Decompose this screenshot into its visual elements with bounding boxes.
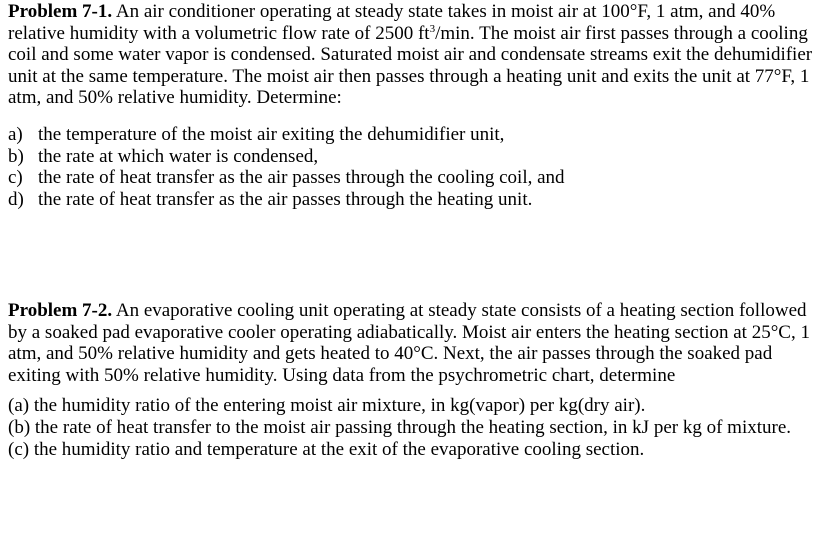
list-item: (a) the humidity ratio of the entering moist air mixture, in kg(vapor) per kg(dry air). <box>8 395 646 417</box>
list-marker: d) <box>8 188 24 210</box>
list-item-text: the rate at which water is condensed, <box>38 145 319 167</box>
list-item: (c) the humidity ratio and temperature at the exit of the evaporative cooling section. <box>8 438 645 460</box>
list-item: (b) the rate of heat transfer to the moist air passing through the heating section, in kJ per kg of mixture. <box>8 416 792 438</box>
superscript-3: 3 <box>429 22 436 35</box>
problem-7-1-label: Problem 7-1. <box>8 1 113 22</box>
list-item <box>8 124 819 146</box>
list-item <box>8 167 819 189</box>
list-marker: b) <box>8 145 24 167</box>
problem-7-1-questions <box>8 124 819 210</box>
problem-7-1-text-part2: /min. The moist air first passes through a cooling coil and some water vapor is condensed. Saturated moist air and condensate streams exit the dehumidifier unit at the same temperature. The moist air then passes through a heating unit and exits the unit at 77°F, 1 atm, and 50% relative humidity. Determine: <box>8 22 813 109</box>
problem-7-1-statement <box>8 1 819 109</box>
list-item-text: the temperature of the moist air exiting the dehumidifier unit, <box>38 123 505 145</box>
list-marker: c) <box>8 167 23 189</box>
problem-7-2 <box>8 300 819 460</box>
list-marker: a) <box>8 123 23 145</box>
problem-7-2-statement <box>8 300 819 386</box>
problem-7-2-questions <box>8 395 819 460</box>
problem-7-2-label: Problem 7-2. <box>8 300 113 321</box>
list-item-text: the rate of heat transfer as the air passes through the heating unit. <box>38 188 533 210</box>
problem-7-2-text: An evaporative cooling unit operating at steady state consists of a heating section followed by a soaked pad evaporative cooler operating adiabatically. Moist air enters the heating section at 25°C, 1 atm, and 50% relative humidity and gets heated to 40°C. Next, the air passes through the soaked pad exiting with 50% relative humidity. Using data from the psychrometric chart, determine <box>8 300 810 386</box>
problem-7-1 <box>8 1 819 210</box>
list-item <box>8 189 819 211</box>
list-item-text: the rate of heat transfer as the air passes through the cooling coil, and <box>38 167 565 189</box>
problem-7-1-text-part1: An air conditioner operating at steady state takes in moist air at 100°F, 1 atm, and 40% relative humidity with a volumetric flow rate of 2500 ft <box>8 1 776 44</box>
list-item <box>8 146 819 168</box>
